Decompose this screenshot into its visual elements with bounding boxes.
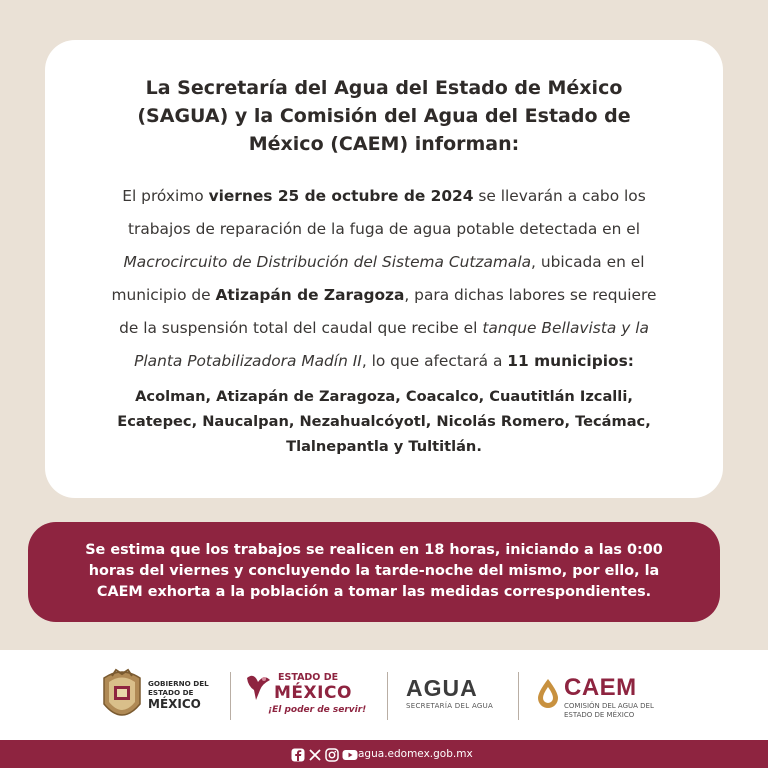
date-emphasis: viernes 25 de octubre de 2024 <box>208 187 474 205</box>
body-line <box>59 246 709 279</box>
youtube-icon[interactable] <box>342 747 356 761</box>
bottom-bar <box>0 740 768 768</box>
municipalities-line: Acolman, Atizapán de Zaragoza, Coacalco, Cuautitlán Izcalli, <box>135 388 633 405</box>
headline-line: La Secretaría del Agua del Estado de México <box>145 77 623 99</box>
divider <box>387 672 388 720</box>
banner-line: horas del viernes y concluyendo la tarde-noche del mismo, por ello, la <box>88 563 660 579</box>
water-drop-icon <box>536 678 560 708</box>
gobierno-line: MÉXICO <box>148 697 201 711</box>
instagram-icon[interactable] <box>325 747 339 761</box>
agua-wordmark: AGUA <box>406 675 478 701</box>
facebook-icon[interactable] <box>291 747 305 761</box>
headline-line: (SAGUA) y la Comisión del Agua del Estado de <box>137 105 631 127</box>
gobierno-logo <box>100 668 220 724</box>
body-line <box>59 180 709 213</box>
text: se llevarán a cabo los <box>473 187 646 205</box>
text: , lo que afectará a <box>361 352 508 370</box>
edomex-line: ESTADO DE <box>278 672 339 683</box>
estimate-banner <box>28 522 720 622</box>
hummingbird-icon <box>244 672 272 702</box>
caem-subtitle-line: ESTADO DE MÉXICO <box>564 711 635 719</box>
text: de la suspensión total del caudal que recibe el <box>119 319 483 337</box>
gobierno-text <box>148 679 209 711</box>
municipalities-line: Ecatepec, Naucalpan, Nezahualcóyotl, Nicolás Romero, Tecámac, <box>117 413 651 430</box>
gobierno-line: GOBIERNO DEL <box>148 679 209 688</box>
headline-line: México (CAEM) informan: <box>248 133 520 155</box>
divider <box>518 672 519 720</box>
body-line <box>59 312 709 345</box>
logo-footer <box>0 650 768 740</box>
tank-name: tanque Bellavista y la <box>482 319 649 337</box>
municipalities-line: Tlalnepantla y Tultitlán. <box>286 438 482 455</box>
state-seal-icon <box>100 668 144 724</box>
text: El próximo <box>122 187 209 205</box>
gobierno-line: ESTADO DE <box>148 688 194 697</box>
caem-wordmark: CAEM <box>564 674 637 701</box>
info-card <box>45 40 723 498</box>
x-icon[interactable] <box>308 747 322 761</box>
caem-subtitle <box>564 702 654 720</box>
text: , para dichas labores se requiere <box>404 286 657 304</box>
affected-municipalities <box>59 384 709 459</box>
website-link[interactable]: agua.edomex.gob.mx <box>358 748 473 760</box>
banner-line: CAEM exhorta a la población a tomar las medidas correspondientes. <box>96 584 652 600</box>
municipality-emphasis: Atizapán de Zaragoza <box>215 286 405 304</box>
announcement-body <box>59 180 709 378</box>
edomex-logo <box>244 668 372 724</box>
banner-line: Se estima que los trabajos se realicen en 18 horas, iniciando a las 0:00 <box>85 542 663 558</box>
caem-subtitle-line: COMISIÓN DEL AGUA DEL <box>564 702 654 710</box>
caem-logo <box>536 674 676 724</box>
edomex-name: MÉXICO <box>274 683 352 703</box>
system-name: Macrocircuito de Distribución del Sistema Cutzamala <box>123 253 532 271</box>
agua-subtitle: SECRETARÍA DEL AGUA <box>406 702 494 710</box>
municipality-count: 11 municipios: <box>507 352 634 370</box>
body-line: trabajos de reparación de la fuga de agua potable detectada en el <box>127 220 641 238</box>
sagua-logo <box>406 676 502 720</box>
body-line <box>59 345 709 378</box>
text: , ubicada en el <box>531 253 645 271</box>
body-line <box>59 279 709 312</box>
headline <box>67 74 701 158</box>
social-icons <box>291 747 356 761</box>
divider <box>230 672 231 720</box>
text: municipio de <box>111 286 216 304</box>
edomex-slogan: ¡El poder de servir! <box>268 705 367 715</box>
plant-name: Planta Potabilizadora Madín II <box>134 352 362 370</box>
